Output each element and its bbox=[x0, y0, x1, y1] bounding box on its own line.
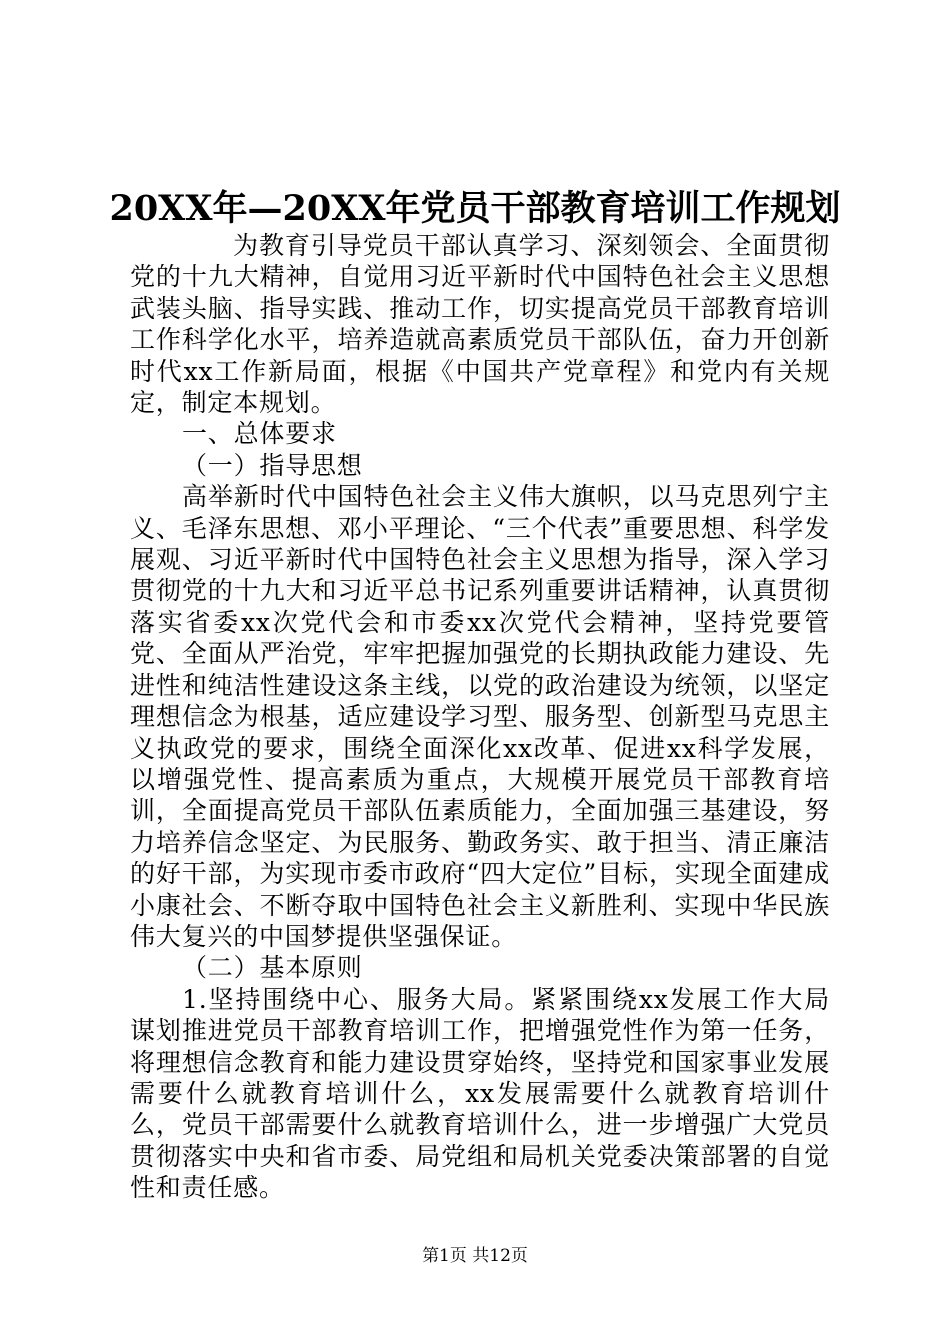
document-body bbox=[130, 230, 830, 1204]
guiding-ideology-paragraph: 高举新时代中国特色社会主义伟大旗帜，以马克思列宁主义、毛泽东思想、邓小平理论、“三个代表”重要思想、科学发展观、习近平新时代中国特色社会主义思想为指导，深入学习贯彻党的十九大和习近平总书记系列重要讲话精神，认真贯彻落实省委xx次党代会和市委xx次党代会精神，坚持党要管党、全面从严治党，牢牢把握加强党的长期执政能力建设、先进性和纯洁性建设这条主线，以党的政治建设为统领，以坚定理想信念为根基，适应建设学习型、服务型、创新型马克思主义执政党的要求，围绕全面深化xx改革、促进xx科学发展，以增强党性、提高素质为重点，大规模开展党员干部教育培训，全面提高党员干部队伍素质能力，全面加强三基建设，努力培养信念坚定、为民服务、勤政务实、敢于担当、清正廉洁的好干部，为实现市委市政府“四大定位”目标，实现全面建成小康社会、不断夺取中国特色社会主义新胜利、实现中华民族伟大复兴的中国梦提供坚强保证。 bbox=[130, 482, 830, 951]
section-heading-general-requirements: 一、总体要求 bbox=[182, 419, 337, 449]
subsection-heading-guiding-ideology: （一）指导思想 bbox=[182, 450, 363, 480]
page-number-footer: 第1页 共12页 bbox=[422, 1246, 528, 1266]
document-title: 20XX年—20XX年党员干部教育培训工作规划 bbox=[109, 188, 841, 229]
intro-paragraph: 为教育引导党员干部认真学习、深刻领会、全面贯彻党的十九大精神，自觉用习近平新时代中国特色社会主义思想武装头脑、指导实践、推动工作，切实提高党员干部教育培训工作科学化水平，培养造就高素质党员干部队伍，奋力开创新时代xx工作新局面，根据《中国共产党章程》和党内有关规定，制定本规划。 bbox=[130, 231, 830, 418]
principle-1-paragraph: 1.坚持围绕中心、服务大局。紧紧围绕xx发展工作大局谋划推进党员干部教育培训工作，把增强党性作为第一任务，将理想信念教育和能力建设贯穿始终，坚持党和国家事业发展需要什么就教育培训什么，xx发展需要什么就教育培训什么，党员干部需要什么就教育培训什么，进一步增强广大党员贯彻落实中央和省市委、局党组和局机关党委决策部署的自觉性和责任感。 bbox=[130, 984, 830, 1203]
subsection-heading-basic-principles: （二）基本原则 bbox=[182, 953, 363, 983]
